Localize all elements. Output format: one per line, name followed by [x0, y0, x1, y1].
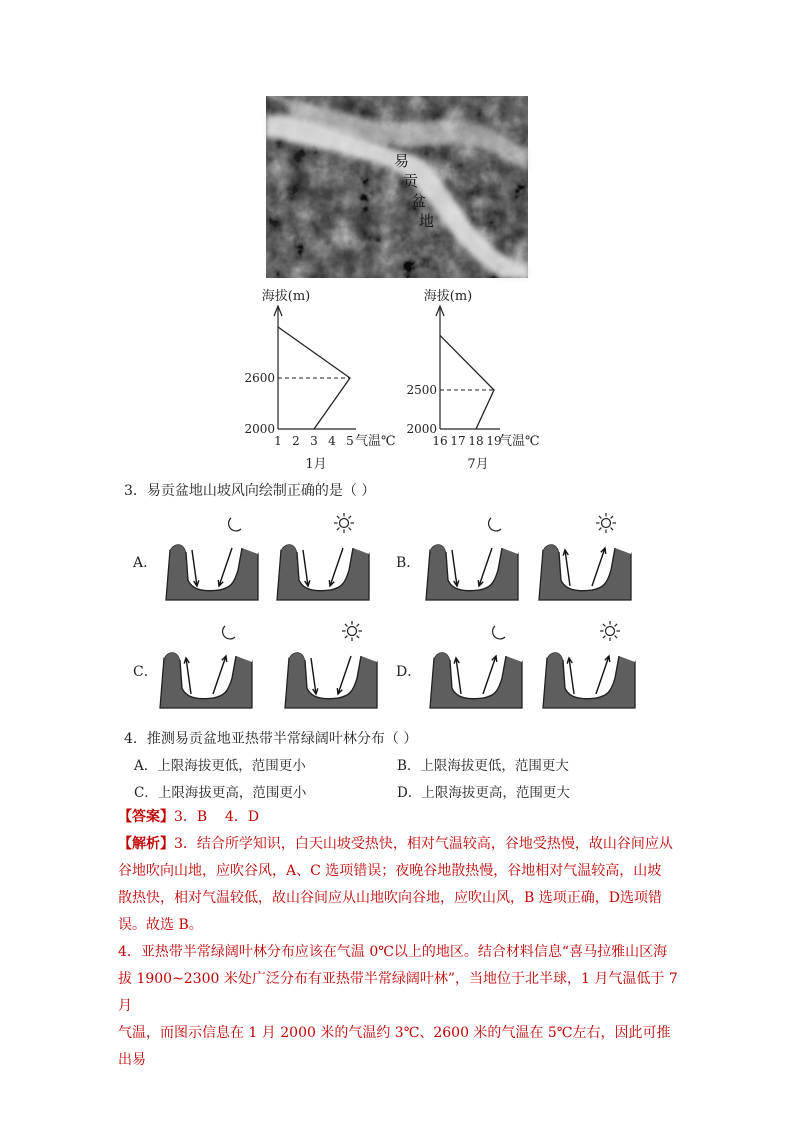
choice-b[interactable]: B．上限海拔更低，范围更大 — [397, 758, 569, 774]
chart-july — [406, 286, 583, 476]
sun-ray — [599, 528, 601, 530]
sun-icon — [599, 620, 621, 642]
moon-shape — [489, 518, 501, 531]
valley-diagram — [428, 648, 524, 710]
moon-icon-wrap — [220, 624, 238, 646]
analysis-block — [118, 831, 678, 1074]
valley-diagram — [158, 648, 254, 710]
q3-day-diagram — [283, 648, 379, 710]
chart-january-svg — [244, 286, 421, 476]
map-label-char: 贡 — [403, 172, 419, 190]
sun-icon — [333, 512, 355, 534]
sun-icon-wrap — [341, 620, 363, 646]
sun-ray — [349, 528, 351, 530]
x-tick-label: 17 — [450, 434, 466, 448]
sun-disc — [602, 519, 611, 528]
analysis-line-6: 拔 1900~2300 米处广泛分布有亚热带半常绿阔叶林”，当地位于北半球，1 月气温低于 7 月 — [118, 971, 678, 1014]
analysis-line-7: 气温，而图示信息在 1 月 2000 米的气温约 3℃、2600 米的气温在 5℃左右，因此可推出易 — [118, 1025, 671, 1068]
choice-c[interactable]: C．上限海拔更高，范围更小 — [134, 785, 307, 801]
q3-night-diagram — [424, 540, 520, 602]
sun-ray — [337, 516, 339, 518]
y-tick-label: 2500 — [406, 383, 437, 397]
answer-tag: 【答案】 — [118, 809, 174, 825]
y-tick-label: 2600 — [244, 371, 275, 385]
q3-day-diagram — [537, 540, 633, 602]
sun-ray — [603, 636, 605, 638]
y-axis-label: 海拔(m) — [261, 289, 311, 304]
sun-ray — [357, 624, 359, 626]
x-tick-label: 2 — [292, 434, 300, 448]
map-label-char: 易 — [394, 152, 410, 170]
chart-january — [244, 286, 421, 476]
sun-ray — [611, 528, 613, 530]
sun-ray — [345, 636, 347, 638]
analysis-line-1: 【解析】3．结合所学知识，白天山坡受热快，相对气温较高，谷地受热慢，故山谷间应从 — [118, 836, 673, 852]
map-label-char: 盆 — [411, 192, 427, 210]
sun-icon — [341, 620, 363, 642]
satellite-image — [266, 96, 528, 278]
valley-diagram — [283, 648, 379, 710]
valley-diagram — [275, 540, 371, 602]
x-axis-label: 气温℃ — [355, 434, 396, 449]
sun-icon — [595, 512, 617, 534]
q3-option-letter[interactable]: D． — [396, 664, 422, 680]
x-axis-label: 气温℃ — [499, 434, 540, 449]
sun-ray — [611, 516, 613, 518]
answer-text: 3．B 4．D — [174, 809, 260, 825]
q3-night-diagram — [164, 540, 260, 602]
analysis-line-5: 4．亚热带半常绿阔叶林分布应该在气温 0℃以上的地区。结合材料信息“喜马拉雅山区海 — [118, 944, 668, 960]
chart-july-svg — [406, 286, 583, 476]
chart-caption: 1月 — [305, 457, 327, 472]
moon-icon-wrap — [490, 624, 508, 646]
q3-night-diagram — [158, 648, 254, 710]
y-tick-label: 2000 — [244, 422, 275, 436]
q3-day-diagram — [275, 540, 371, 602]
moon-icon — [486, 516, 504, 534]
y-axis-label: 海拔(m) — [423, 289, 473, 304]
x-tick-label: 5 — [346, 434, 354, 448]
moon-shape — [229, 518, 241, 531]
y-tick-label: 2000 — [406, 422, 437, 436]
valley-diagram — [537, 540, 633, 602]
moon-icon-wrap — [486, 516, 504, 538]
choice-d[interactable]: D．上限海拔更高，范围更大 — [397, 785, 570, 801]
sun-ray — [337, 528, 339, 530]
sun-ray — [599, 516, 601, 518]
sun-icon-wrap — [599, 620, 621, 646]
question-4-stem: 4．推测易贡盆地亚热带半常绿阔叶林分布（ ） — [124, 731, 418, 747]
sun-ray — [615, 636, 617, 638]
sun-disc — [340, 519, 349, 528]
x-tick-label: 4 — [328, 434, 336, 448]
x-tick-label: 19 — [486, 434, 502, 448]
moon-icon — [220, 624, 238, 642]
valley-diagram — [541, 648, 637, 710]
analysis-line-4: 误。故选 B。 — [118, 917, 203, 933]
moon-shape — [493, 626, 505, 639]
x-tick-label: 3 — [310, 434, 318, 448]
valley-diagram — [424, 540, 520, 602]
terrain-map — [266, 96, 528, 278]
analysis-line-3: 散热快，相对气温较低，故山谷间应从山地吹向谷地，应吹山风，B 选项正确，D选项错 — [118, 890, 662, 906]
sun-icon-wrap — [595, 512, 617, 538]
q3-option-letter[interactable]: A． — [133, 555, 158, 571]
x-tick-label: 1 — [274, 434, 282, 448]
moon-icon — [490, 624, 508, 642]
question-3-stem: 3．易贡盆地山坡风向绘制正确的是（ ） — [124, 483, 376, 499]
choice-a[interactable]: A．上限海拔更低，范围更小 — [134, 758, 306, 774]
analysis-tag: 【解析】 — [118, 836, 174, 852]
sun-ray — [357, 636, 359, 638]
moon-shape — [223, 626, 235, 639]
moon-icon-wrap — [226, 516, 244, 538]
chart-caption: 7月 — [467, 457, 489, 472]
valley-diagram — [164, 540, 260, 602]
map-label-char: 地 — [419, 212, 435, 230]
sun-ray — [345, 624, 347, 626]
sun-ray — [615, 624, 617, 626]
q3-option-letter[interactable]: B． — [396, 555, 421, 571]
sun-icon-wrap — [333, 512, 355, 538]
q3-night-diagram — [428, 648, 524, 710]
moon-icon — [226, 516, 244, 534]
q3-day-diagram — [541, 648, 637, 710]
x-tick-label: 16 — [432, 434, 448, 448]
answer-line — [118, 804, 259, 831]
series-line — [440, 335, 494, 429]
analysis-line-2: 谷地吹向山地，应吹谷风，A、C 选项错误；夜晚谷地散热慢，谷地相对气温较高，山坡 — [118, 863, 662, 879]
sun-disc — [606, 627, 615, 636]
q3-option-letter[interactable]: C． — [133, 664, 158, 680]
sun-ray — [349, 516, 351, 518]
x-tick-label: 18 — [468, 434, 484, 448]
sun-ray — [603, 624, 605, 626]
sun-disc — [348, 627, 357, 636]
